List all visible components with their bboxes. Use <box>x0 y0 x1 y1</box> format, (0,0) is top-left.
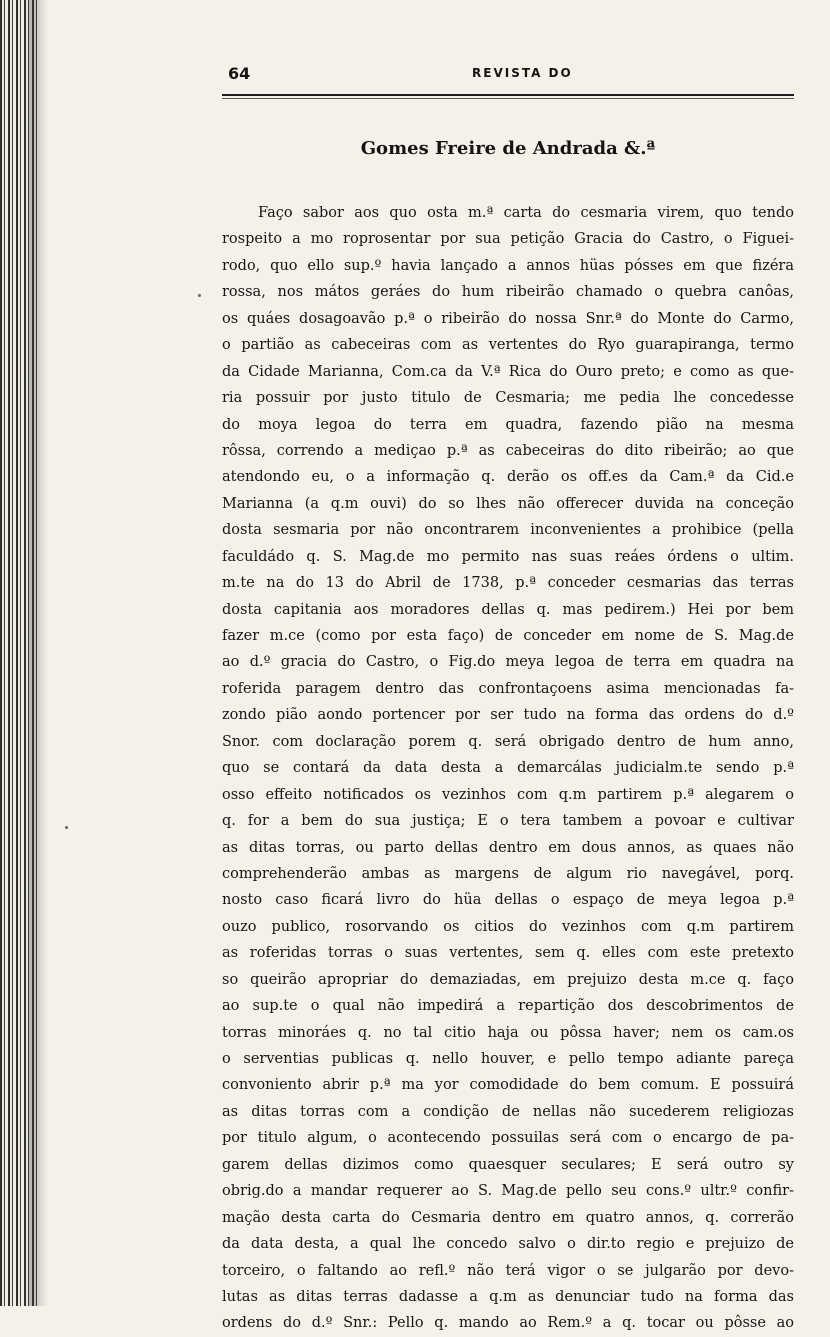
page-number: 64 <box>228 64 251 83</box>
text-line: roferida paragem dentro das confrontaçoens asima mencionadas fa- <box>222 680 794 697</box>
text-line: zondo pião aondo portencer por ser tudo na forma das ordens do d.º <box>222 707 794 724</box>
text-line: atendondo eu, o a informação q. derão os off.es da Cam.ª da Cid.e <box>222 469 794 486</box>
paper-speck <box>198 294 201 297</box>
text-line: ao sup.te o qual não impedirá a repartição dos descobrimentos de <box>222 998 794 1015</box>
text-line: o partião as cabeceiras com as vertentes do Ryo guarapiranga, termo <box>222 337 794 354</box>
text-line: comprehenderão ambas as margens de algum rio navegável, porq. <box>222 865 794 882</box>
text-line: as ditas torras com a condição de nellas não sucederem religiozas <box>222 1103 794 1120</box>
text-line: Snor. com doclaração porem q. será obrigado dentro de hum anno, <box>222 733 794 750</box>
text-line: os quáes dosagoavão p.ª o ribeirão do nossa Snr.ª do Monte do Carmo, <box>222 310 794 327</box>
text-line: garem dellas dizimos como quaesquer seculares; E será outro sy <box>222 1156 794 1173</box>
text-line: Marianna (a q.m ouvi) do so lhes não offerecer duvida na conceção <box>222 495 794 512</box>
text-line: ouzo publico, rosorvando os citios do vezinhos com q.m partirem <box>222 918 794 935</box>
text-line: osso effeito notificados os vezinhos com q.m partirem p.ª alegarem o <box>222 786 794 803</box>
running-head <box>222 58 794 88</box>
text-line: faculdádo q. S. Mag.de mo permito nas suas reáes órdens o ultim. <box>222 548 794 565</box>
text-line: da data desta, a qual lhe concedo salvo o dir.to regio e prejuizo de <box>222 1236 794 1253</box>
text-line: rospeito a mo roprosentar por sua petição Gracia do Castro, o Figuei- <box>222 231 794 248</box>
text-line: dosta capitania aos moradores dellas q. mas pedirem.) Hei por bem <box>222 601 794 618</box>
header-rule <box>222 94 794 96</box>
text-line: fazer m.ce (como por esta faço) de conceder em nome de S. Mag.de <box>222 628 794 644</box>
text-line: por titulo algum, o acontecendo possuilas será com o encargo de pa- <box>222 1130 794 1147</box>
text-line: obrig.do a mandar requerer ao S. Mag.de pello seu cons.º ultr.º confir- <box>222 1183 794 1200</box>
text-line: ao d.º gracia do Castro, o Fig.do meya legoa de terra em quadra na <box>222 654 794 671</box>
text-line: Faço sabor aos quo osta m.ª carta do cesmaria virem, quo tendo <box>258 205 794 221</box>
text-line: as ditas torras, ou parto dellas dentro em dous annos, as quaes não <box>222 839 794 856</box>
text-line: torceiro, o faltando ao refl.º não terá vigor o se julgarão por devo- <box>222 1262 794 1279</box>
paper-speck <box>65 826 68 829</box>
text-line: nosto caso ficará livro do hüa dellas o espaço de meya legoa p.ª <box>222 892 794 909</box>
text-line: do moya legoa do terra em quadra, fazendo pião na mesma <box>222 416 794 433</box>
journal-title: REVISTA DO <box>472 66 573 80</box>
text-line: m.te na do 13 do Abril de 1738, p.ª conceder cesmarias das terras <box>222 575 794 592</box>
text-line: convoniento abrir p.ª ma yor comodidade do bem comum. E possuirá <box>222 1077 794 1094</box>
text-line: rôssa, correndo a mediçao p.ª as cabeceiras do dito ribeirão; ao que <box>222 442 794 459</box>
document-body <box>222 200 794 1337</box>
text-line: quo se contará da data desta a demarcálas judicialm.te sendo p.ª <box>222 760 794 777</box>
header-rule-thin <box>222 98 794 99</box>
text-line: o serventias publicas q. nello houver, e pello tempo adiante pareça <box>222 1051 794 1067</box>
text-line: da Cidade Marianna, Com.ca da V.ª Rica do Ouro preto; e como as que- <box>222 363 794 380</box>
text-line: as roferidas torras o suas vertentes, sem q. elles com este pretexto <box>222 945 794 962</box>
text-line: rossa, nos mátos geráes do hum ribeirão chamado o quebra canôas, <box>222 284 794 301</box>
text-line: mação desta carta do Cesmaria dentro em quatro annos, q. correrão <box>222 1209 794 1226</box>
text-line: rodo, quo ello sup.º havia lançado a annos hüas pósses em que fizéra <box>222 257 794 274</box>
text-line: dosta sesmaria por não oncontrarem inconvenientes a prohibice (pella <box>222 522 794 539</box>
document-heading: Gomes Freire de Andrada &.ª <box>360 138 656 159</box>
text-line: torras minoráes q. no tal citio haja ou pôssa haver; nem os cam.os <box>222 1024 794 1041</box>
page <box>222 58 794 1332</box>
text-line: so queirão apropriar do demaziadas, em prejuizo desta m.ce q. faço <box>222 971 794 988</box>
text-line: ordens do d.º Snr.: Pello q. mando ao Rem.º a q. tocar ou pôsse ao <box>222 1315 794 1332</box>
binding-shadow <box>28 0 48 1306</box>
text-line: ria possuir por justo titulo de Cesmaria; me pedia lhe concedesse <box>222 390 794 407</box>
text-line: lutas as ditas terras dadasse a q.m as denunciar tudo na forma das <box>222 1288 794 1305</box>
text-line: q. for a bem do sua justiça; E o tera tambem a povoar e cultivar <box>222 813 794 830</box>
